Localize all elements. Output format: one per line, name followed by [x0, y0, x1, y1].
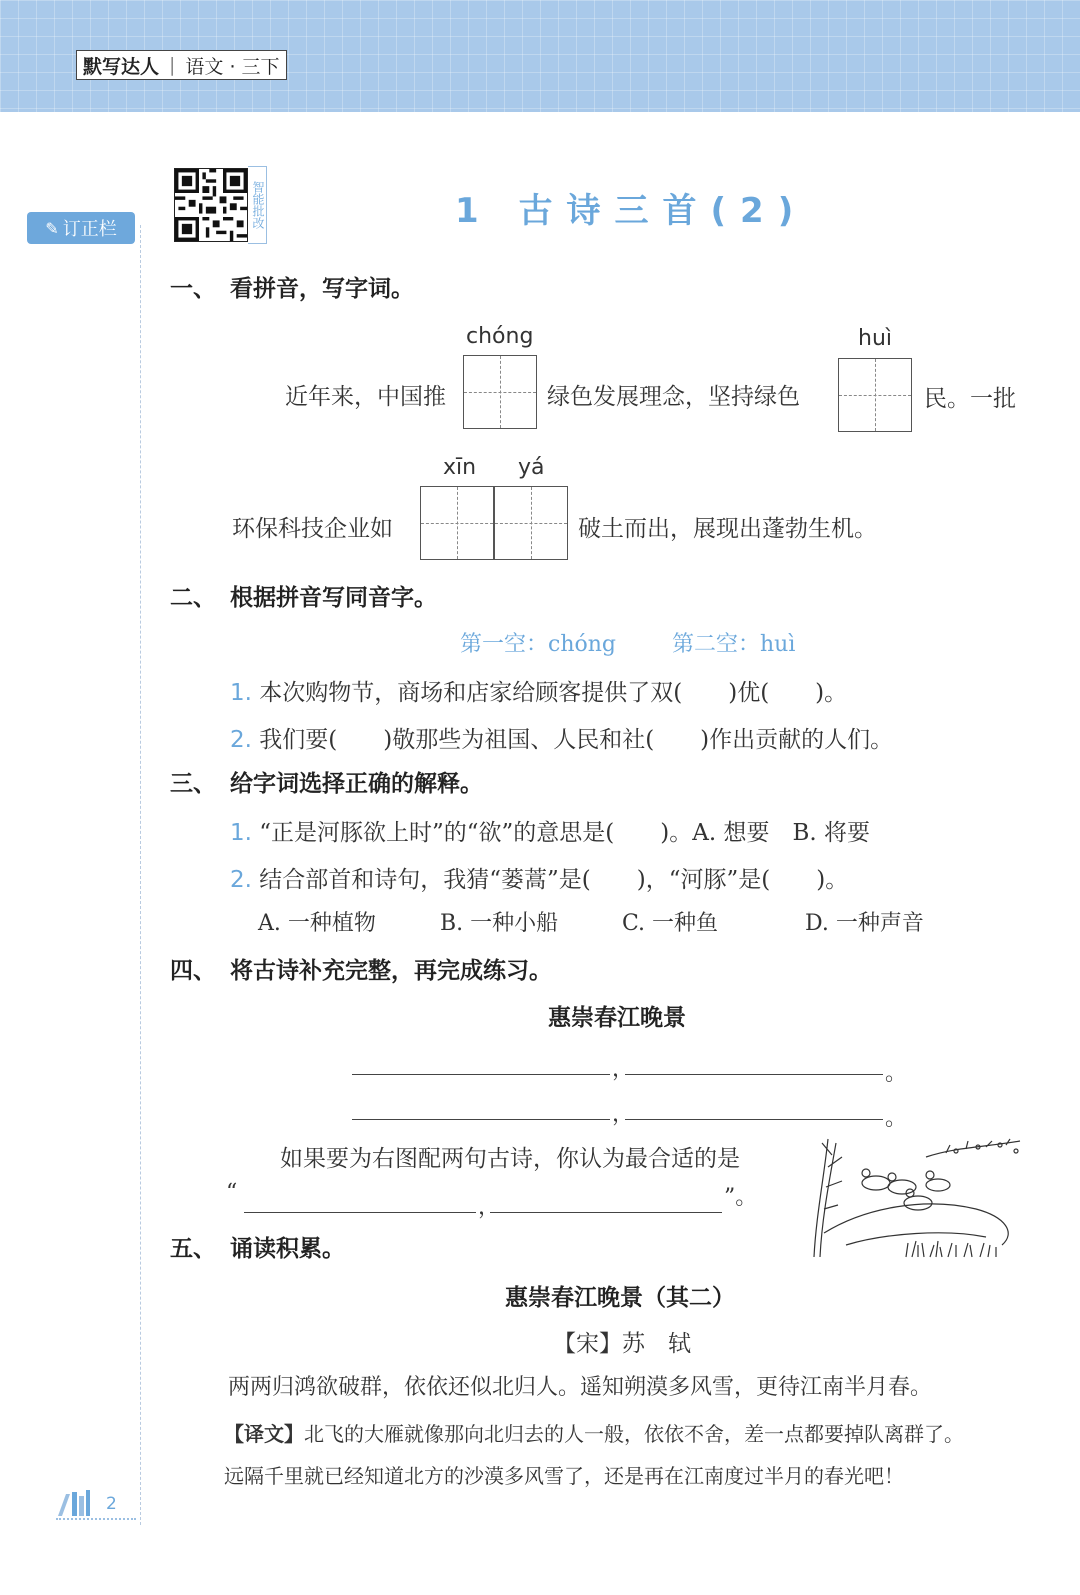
- writing-box-chong[interactable]: [463, 355, 537, 429]
- page-number: 2: [106, 1494, 117, 1514]
- s3-option-a: A. 一种植物: [258, 911, 376, 936]
- section1-number: 一、: [170, 276, 216, 302]
- section4-number: 四、: [170, 958, 216, 984]
- s2-q2-number: 2.: [230, 727, 252, 753]
- answer-line-1a[interactable]: [352, 1074, 610, 1075]
- s1-line1-a: 近年来，中国推: [285, 384, 446, 410]
- hint-first-blank: 第一空：chóng: [460, 632, 616, 657]
- translation-line-1: 北飞的大雁就像那向北归去的人一般，依依不舍，差一点都要掉队离群了。: [304, 1422, 964, 1446]
- s3-question1: [230, 814, 870, 847]
- section2-title: 根据拼音写同音字。: [230, 585, 437, 611]
- translation-tag: 【译文】: [224, 1422, 304, 1446]
- writing-box-xin[interactable]: [420, 486, 494, 560]
- s5-author: 【宋】苏 轼: [553, 1331, 691, 1357]
- section4-title: 将古诗补充完整，再完成练习。: [230, 958, 552, 984]
- s5-poem-text: 两两归鸿欲破群，依依还似北归人。遥知朔漠多风雪，更待江南半月春。: [228, 1375, 933, 1400]
- writing-box-ya[interactable]: [494, 486, 568, 560]
- s3-option-c: C. 一种鱼: [622, 911, 719, 936]
- period-2: 。: [885, 1106, 908, 1131]
- s3-option-b: B. 一种小船: [440, 911, 559, 936]
- s2-q1-text: 本次购物节，商场和店家给顾客提供了双( )优( )。: [259, 680, 848, 706]
- writing-box-hui[interactable]: [838, 358, 912, 432]
- section1-title: 看拼音，写字词。: [230, 276, 414, 302]
- section2-heading: [170, 579, 437, 612]
- section3-number: 三、: [170, 771, 216, 797]
- answer-line-1b[interactable]: [625, 1074, 883, 1075]
- s3-q1-number: 1.: [230, 820, 252, 846]
- pencil-icon: ✎: [45, 218, 59, 238]
- poem-illustration: [806, 1137, 1028, 1259]
- qr-code-icon: [175, 169, 247, 241]
- section5-title: 诵读积累。: [230, 1236, 345, 1262]
- margin-rule: [140, 225, 141, 1525]
- s3-q2-number: 2.: [230, 867, 252, 893]
- s3-option-d: D. 一种声音: [805, 911, 924, 936]
- s5-translation-1: [224, 1418, 964, 1447]
- section2-number: 二、: [170, 585, 216, 611]
- section4-heading: [170, 952, 552, 985]
- open-quote: “: [226, 1180, 238, 1205]
- answer-line-2b[interactable]: [625, 1119, 883, 1120]
- s1-line2-a: 环保科技企业如: [232, 516, 393, 542]
- s2-q2-text: 我们要( )敬那些为祖国、人民和社( )作出贡献的人们。: [259, 727, 894, 753]
- translation-line-2: 远隔千里就已经知道北方的沙漠多风雪了，还是再在江南度过半月的春光吧！: [224, 1464, 904, 1488]
- brand-label: [76, 50, 287, 80]
- ducks-bamboo-illustration-icon: [806, 1137, 1028, 1259]
- period-1: 。: [885, 1061, 908, 1086]
- s4-poem-title: 惠崇春江晚景: [548, 1005, 686, 1031]
- book-spines-icon: [56, 1488, 136, 1518]
- brand-separator: |: [169, 54, 176, 76]
- s2-q1-number: 1.: [230, 680, 252, 706]
- answer-line-3b[interactable]: [490, 1212, 722, 1213]
- hint-second-blank: 第二空：huì: [672, 632, 796, 657]
- s4-question: 如果要为右图配两句古诗，你认为最合适的是: [280, 1146, 740, 1172]
- pinyin-chong: chóng: [466, 324, 534, 349]
- pinyin-hui: huì: [858, 326, 892, 351]
- qr-code[interactable]: [174, 168, 248, 242]
- section5-number: 五、: [170, 1236, 216, 1262]
- pinyin-xin: xīn: [443, 455, 477, 480]
- answer-line-2a[interactable]: [352, 1119, 610, 1120]
- comma-2: ，: [612, 1102, 635, 1127]
- section3-title: 给字词选择正确的解释。: [230, 771, 483, 797]
- s1-line1-c: 民。一批: [924, 386, 1016, 412]
- s1-line1-b: 绿色发展理念，坚持绿色: [547, 384, 800, 410]
- section5-heading: [170, 1230, 345, 1263]
- subject-label: 语文 · 三下: [185, 55, 280, 78]
- s5-poem-title: 惠崇春江晚景（其二）: [505, 1285, 735, 1311]
- answer-line-3a[interactable]: [244, 1212, 476, 1213]
- correction-tag: [27, 212, 135, 244]
- section1-heading: [170, 270, 414, 303]
- s2-question2: [230, 721, 893, 754]
- brand-name: 默写达人: [83, 55, 160, 78]
- qr-caption: 智能批改: [248, 166, 267, 244]
- comma-1: ，: [612, 1057, 635, 1082]
- close-quote: ”。: [724, 1185, 758, 1210]
- lesson-title: 1 古诗三首(2): [455, 191, 808, 231]
- s1-line2-b: 破土而出，展现出蓬勃生机。: [578, 516, 877, 542]
- section3-heading: [170, 765, 483, 798]
- s3-q1-text: “正是河豚欲上时”的“欲”的意思是( )。A. 想要 B. 将要: [259, 820, 871, 846]
- correction-label: 订正栏: [62, 219, 117, 240]
- s3-q2-text: 结合部首和诗句，我猜“蒌蒿”是( )，“河豚”是( )。: [259, 867, 849, 893]
- pinyin-ya: yá: [518, 455, 545, 480]
- comma-3: ，: [478, 1195, 501, 1220]
- s3-question2: [230, 861, 848, 894]
- s2-question1: [230, 674, 847, 707]
- page-dots: [56, 1518, 136, 1520]
